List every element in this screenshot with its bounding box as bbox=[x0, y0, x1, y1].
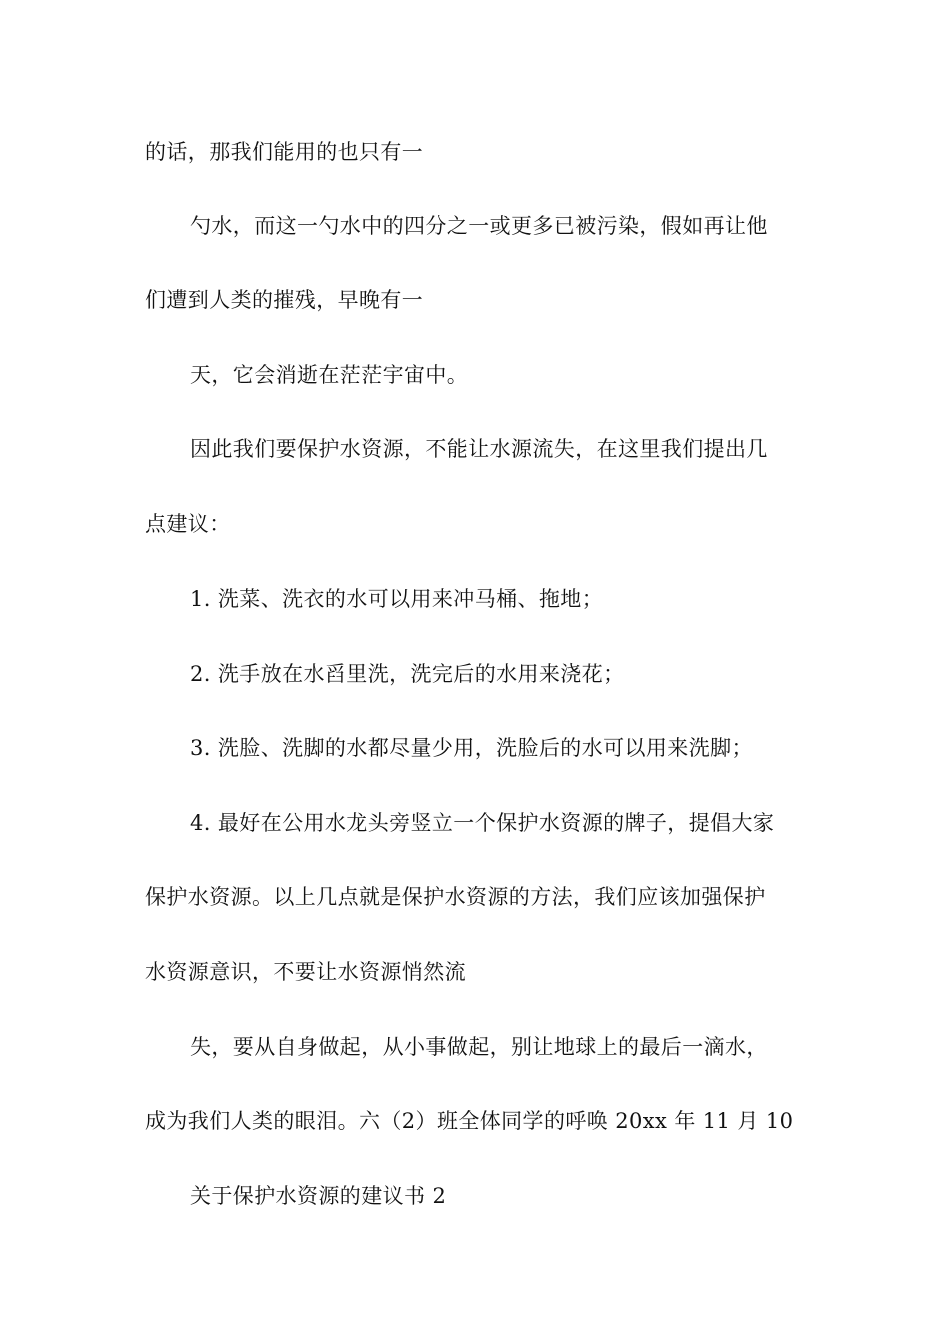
section-title: 关于保护水资源的建议书 2 bbox=[190, 1184, 447, 1208]
text-line-2: 勺水，而这一勺水中的四分之一或更多已被污染，假如再让他 bbox=[190, 214, 768, 238]
list-item-2: 2. 洗手放在水舀里洗，洗完后的水用来浇花； bbox=[190, 662, 625, 686]
text-line-4: 天，它会消逝在茫茫宇宙中。 bbox=[190, 363, 469, 387]
text-line-6: 点建议： bbox=[145, 512, 231, 536]
text-line-14: 成为我们人类的眼泪。六（2）班全体同学的呼唤 20xx 年 11 月 10 bbox=[145, 1109, 794, 1133]
list-item-1: 1. 洗菜、洗衣的水可以用来冲马桶、拖地； bbox=[190, 587, 604, 611]
list-item-4: 4. 最好在公用水龙头旁竖立一个保护水资源的牌子，提倡大家 bbox=[190, 811, 775, 835]
text-line-5: 因此我们要保护水资源，不能让水源流失，在这里我们提出几 bbox=[190, 437, 768, 461]
text-line-1: 的话，那我们能用的也只有一 bbox=[145, 140, 424, 164]
text-line-13: 失，要从自身做起，从小事做起，别让地球上的最后一滴水， bbox=[190, 1035, 768, 1059]
text-line-12: 水资源意识，不要让水资源悄然流 bbox=[145, 960, 466, 984]
text-line-3: 们遭到人类的摧残，早晚有一 bbox=[145, 288, 424, 312]
list-item-3: 3. 洗脸、洗脚的水都尽量少用，洗脸后的水可以用来洗脚； bbox=[190, 736, 753, 760]
text-line-11: 保护水资源。以上几点就是保护水资源的方法，我们应该加强保护 bbox=[145, 885, 766, 909]
